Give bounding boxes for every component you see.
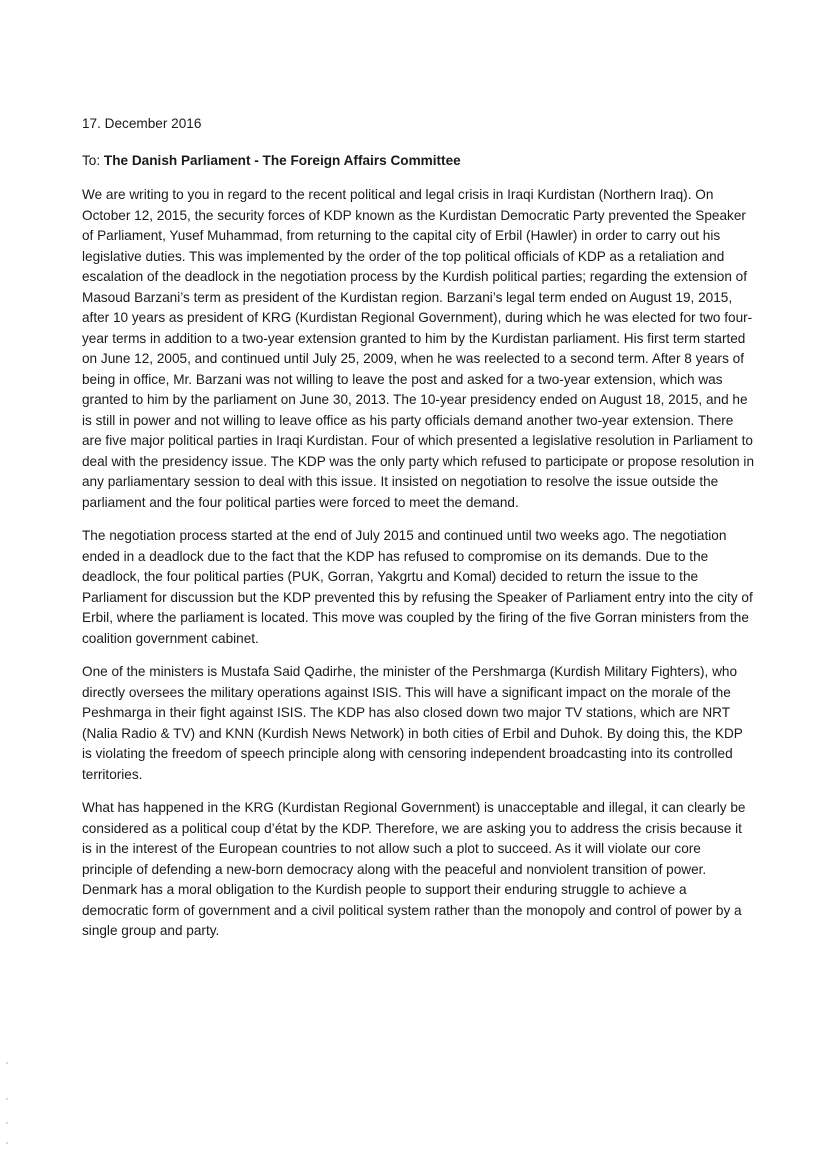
letter-date: 17. December 2016: [82, 116, 202, 131]
scan-speck: [6, 1142, 8, 1144]
paragraph-4: What has happened in the KRG (Kurdistan Regional Government) is unacceptable and illegal, it can clearly be considered as a political coup d’état by the KDP. Therefore, we are asking you to address the crisis because it is in the interest of the European countries to not allow such a plot to succeed. As it will violate our core principle of defending a new-born democracy along with the peaceful and nonviolent transition of power. Denmark has a moral obligation to the Kurdish people to support their enduring struggle to achieve a democratic form of government and a civil political system rather than the monopoly and control of power by a single group and party.: [82, 800, 746, 938]
paragraph-2: The negotiation process started at the end of July 2015 and continued until two weeks ago. The negotiation ended in a deadlock due to the fact that the KDP has refused to compromise on its demands. Due to the deadlock, the four political parties (PUK, Gorran, Yakgrtu and Komal) decided to return the issue to the Parliament for discussion but the KDP prevented this by refusing the Speaker of Parliament entry into the city of Erbil, where the parliament is located. This move was coupled by the firing of the five Gorran ministers from the coalition government cabinet.: [82, 528, 753, 646]
scan-speck: [6, 1098, 8, 1100]
paragraph-3: One of the ministers is Mustafa Said Qadirhe, the minister of the Pershmarga (Kurdish Military Fighters), who directly oversees the military operations against ISIS. This will have a significant impact on the morale of the Peshmarga in their fight against ISIS. The KDP has also closed down two major TV stations, which are NRT (Nalia Radio & TV) and KNN (Kurdish News Network) in both cities of Erbil and Duhok. By doing this, the KDP is violating the freedom of speech principle along with censoring independent broadcasting into its controlled territories.: [82, 664, 743, 782]
recipient-prefix: To:: [82, 152, 104, 168]
scan-speck: [6, 1122, 8, 1124]
paragraph-1: We are writing to you in regard to the recent political and legal crisis in Iraqi Kurdistan (Northern Iraq). On October 12, 2015, the security forces of KDP known as the Kurdistan Democratic Party prevented the Speaker of Parliament, Yusef Muhammad, from returning to the capital city of Erbil (Hawler) in order to carry out his legislative duties. This was implemented by the order of the top political officials of KDP as a retaliation and escalation of the deadlock in the negotiation process by the Kurdish political parties; regarding the extension of Masoud Barzani’s term as president of the Kurdistan region. Barzani’s legal term ended on August 19, 2015, after 10 years as president of KRG (Kurdistan Regional Government), during which he was elected for two four-year terms in addition to a two-year extension granted to him by the Kurdistan parliament. His first term started on June 12, 2005, and continued until July 25, 2009, when he was reelected to a second term. After 8 years of being in office, Mr. Barzani was not willing to leave the post and asked for a two-year extension, which was granted to him by the parliament on June 30, 2013. The 10-year presidency ended on August 18, 2015, and he is still in power and not willing to leave office as his party officials demand another two-year extension. There are five major political parties in Iraqi Kurdistan. Four of which presented a legislative resolution in Parliament to deal with the presidency issue. The KDP was the only party which refused to participate or propose resolution in any parliamentary session to deal with this issue. It insisted on negotiation to resolve the issue outside the parliament and the four political parties were forced to meet the demand.: [82, 187, 755, 510]
scan-speck: [6, 1062, 8, 1064]
recipient-name: The Danish Parliament - The Foreign Affairs Committee: [103, 152, 461, 168]
letter-recipient: [82, 151, 754, 172]
letter-body: [82, 114, 754, 955]
